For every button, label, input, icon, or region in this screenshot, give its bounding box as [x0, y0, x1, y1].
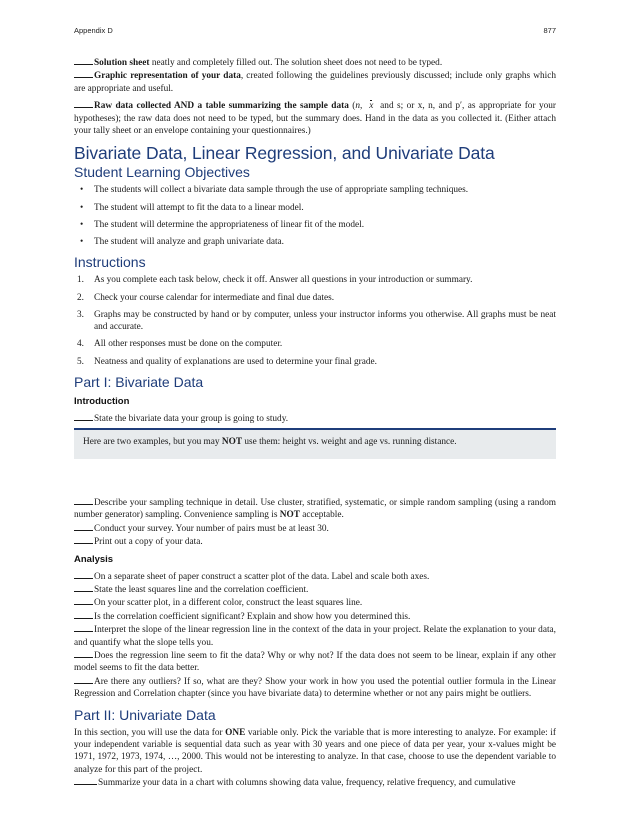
check-blank [74, 675, 93, 684]
check-blank [74, 412, 93, 421]
list-item: • The students will collect a bivariate data sample through the use of appropriate sampling techniques. [74, 184, 556, 196]
x-bar-symbol: x [369, 101, 374, 112]
checklist-item: Conduct your survey. Your number of pairs must be at least 30. [74, 522, 556, 535]
analysis-heading: Analysis [74, 553, 114, 565]
check-blank [74, 570, 93, 579]
check-blank [74, 776, 97, 785]
list-item: • The student will attempt to fit the data to a linear model. [74, 202, 556, 214]
list-item: 2. Check your course calendar for intermediate and final due dates. [77, 292, 335, 303]
check-blank [74, 522, 93, 531]
list-item: • The student will determine the appropriateness of linear fit of the model. [74, 219, 556, 231]
instructions-list [74, 274, 556, 368]
check-blank [74, 69, 93, 78]
check-blank [74, 496, 93, 505]
checklist-item: State the bivariate data your group is going to study. [74, 412, 556, 425]
checklist-item: Summarize your data in a chart with columns showing data value, frequency, relative frequency, and cumulative [74, 776, 556, 789]
objectives-list [74, 184, 556, 248]
check-blank [74, 56, 93, 65]
check-blank [74, 99, 93, 108]
check-blank [74, 535, 93, 544]
checklist-item: Print out a copy of your data. [74, 535, 556, 548]
checklist-item: On your scatter plot, in a different color, construct the least squares line. [74, 596, 556, 609]
note-box: Here are two examples, but you may NOT use them: height vs. weight and age vs. running distance. [74, 428, 556, 458]
checklist-item: State the least squares line and the correlation coefficient. [74, 583, 556, 596]
checklist-item: Interpret the slope of the linear regression line in the context of the data in your project. Relate the explanation to your data, and quantify what the slope tells you. [74, 625, 556, 648]
check-blank [74, 596, 93, 605]
part2-heading: Part II: Univariate Data [74, 706, 216, 723]
check-blank [74, 583, 93, 592]
check-blank [74, 623, 93, 632]
list-item: 4. All other responses must be done on the computer. [77, 339, 283, 350]
checklist-item: Does the regression line seem to fit the data? Why or why not? If the data does not seem to be linear, explain if any other model seems to fit the data better. [74, 650, 556, 674]
checklist-item: Raw data collected AND a table summarizing the sample data (n, x and s; or x, n, and p′, as appropriate for your hypotheses); the raw data does not need to be typed, but the summary does. Hand in the data as you collected it. (Either attach your tally sheet or an envelope containing your questionnaires.) [74, 101, 556, 137]
checklist-item: Are there any outliers? If so, what are they? Show your work in how you used the potential outlier formula in the Linear Regression and Correlation chapter (since you have bivariate data) to determine whether or not any pairs might be outliers. [74, 676, 556, 700]
introduction-heading: Introduction [74, 396, 130, 408]
page-number: 877 [543, 26, 556, 35]
list-item: 3. Graphs may be constructed by hand or by computer, unless your instructor informs you otherwise. All graphs must be neat and accurate. [77, 309, 556, 333]
running-header-left: Appendix D [74, 26, 113, 35]
instructions-heading: Instructions [74, 254, 146, 271]
checklist-item: Describe your sampling technique in detail. Use cluster, stratified, systematic, or simple random sampling (using a random number generator) sampling. Convenience sampling is NOT acceptable. [74, 497, 556, 521]
list-item: • The student will analyze and graph univariate data. [74, 236, 556, 248]
part1-heading: Part I: Bivariate Data [74, 374, 204, 391]
checklist-item: Graphic representation of your data, created following the guidelines previously discussed; include only graphs which are appropriate and useful. [74, 71, 556, 94]
check-blank [74, 610, 93, 619]
checklist-item: On a separate sheet of paper construct a scatter plot of the data. Label and scale both axes. [74, 570, 556, 583]
list-item: 5. Neatness and quality of explanations are used to determine your final grade. [77, 356, 377, 367]
section-title: Bivariate Data, Linear Regression, and Univariate Data [74, 143, 495, 164]
objectives-heading: Student Learning Objectives [74, 164, 250, 181]
checklist-item: Solution sheet neatly and completely filled out. The solution sheet does not need to be typed. [74, 56, 556, 69]
list-item: 1. As you complete each task below, check it off. Answer all questions in your introduction or summary. [77, 275, 473, 286]
check-blank [74, 649, 93, 658]
paragraph: In this section, you will use the data for ONE variable only. Pick the variable that is more interesting to analyze. For example: if your independent variable is sequential data such as year with 30 years and one piece of data per year, your x-values might be 1971, 1972, 1973, 1974, …, 2000. This would not be interesting to analyze. In that case, choose to use the dependent variable to analyze for this part of the project. [74, 727, 556, 775]
checklist-item: Is the correlation coefficient significant? Explain and show how you determined this. [74, 610, 556, 623]
page-content [74, 56, 556, 790]
